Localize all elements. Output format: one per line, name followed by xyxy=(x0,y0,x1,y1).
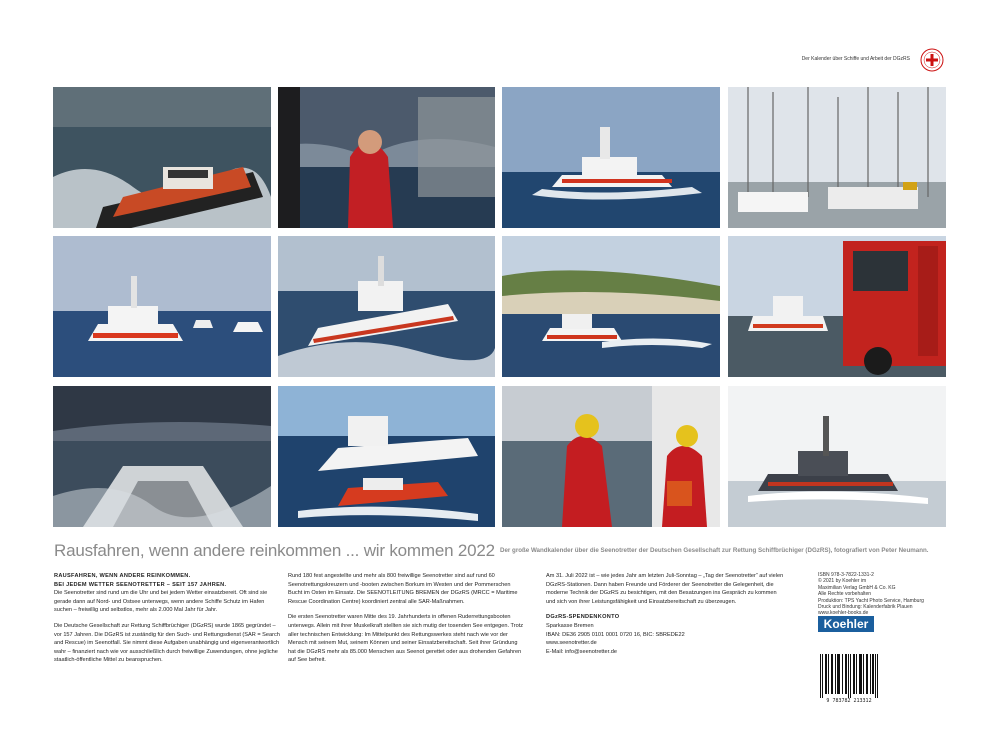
text-column-3 xyxy=(546,572,784,656)
barcode-icon xyxy=(818,654,880,698)
header-note: Der Kalender über Schiffe und Arbeit der DGzRS xyxy=(801,56,910,62)
website: www.seenotretter.de xyxy=(546,640,597,647)
photo-11 xyxy=(502,386,720,527)
imprint-line: www.koehler-books.de xyxy=(818,610,869,617)
paragraph: Die Seenotretter sind rund um die Uhr und bei jedem Wetter einsatzbereit. Oft sind sie gerade dann auf Nord- und Ostsee unterwegs, wenn andere Schiffe Schutz im Hafen suchen – freiwillig und selbstlos, mehr als 2.000 Mal Jahr für Jahr. xyxy=(54,590,268,614)
photo-5 xyxy=(53,236,271,377)
paragraph: Rund 180 fest angestellte und mehr als 800 freiwillige Seenotretter sind auf rund 60 Seenotrettungskreuzern und -booten zwischen Borkum im Westen und der Pommerschen Bucht im Osten im Einsatz. Die SEENOTLEITUNG BREMEN der DGzRS (MRCC = Maritime Rescue Coordination Centre) koordiniert zentral alle SAR-Maßnahmen. xyxy=(288,573,518,605)
photo-10 xyxy=(278,386,495,527)
isbn: ISBN 978-3-7822-1331-2 xyxy=(818,572,874,578)
imprint-line: Druck und Bindung: Kalenderfabrik Plauen xyxy=(818,604,913,611)
account-heading: DGzRS-SPENDENKONTO xyxy=(546,614,620,621)
photo-3 xyxy=(502,87,720,228)
heading-2: BEI JEDEM WETTER SEENOTRETTER – SEIT 157 JAHREN. xyxy=(54,581,227,588)
imprint-line: © 2021 by Koehler im xyxy=(818,578,867,585)
photo-2 xyxy=(278,87,495,228)
dgzrs-logo-icon xyxy=(920,48,944,72)
email: E-Mail: info@seenotretter.de xyxy=(546,648,617,655)
paragraph: Am 31. Juli 2022 ist – wie jedes Jahr am letzten Juli-Sonntag – „Tag der Seenotretter“ auf vielen DGzRS-Stationen. Dann haben Freunde und Förderer der Seenotretter die Gelegenheit, die moderne Technik der DGzRS zu besichtigen, mit den Besatzungen ins Gespräch zu kommen und sich von ihrer Leistungsfähigkeit und Einsatzbereitschaft zu überzeugen. xyxy=(546,573,784,605)
heading-1: RAUSFAHREN, WENN ANDERE REINKOMMEN. xyxy=(54,573,191,579)
photo-8 xyxy=(728,236,946,377)
iban: IBAN: DE36 2905 0101 0001 0720 16, BIC: SBREDE22 xyxy=(546,631,685,638)
text-column-1 xyxy=(54,572,280,672)
publisher-logo: Koehler xyxy=(818,616,874,632)
photo-9 xyxy=(53,386,271,527)
imprint xyxy=(818,572,946,617)
imprint-line: Maximilian Verlag GmbH & Co. KG xyxy=(818,584,896,591)
photo-7 xyxy=(502,236,720,377)
imprint-line: Produktion: TPS Yacht Photo Service, Hamburg xyxy=(818,597,924,604)
calendar-headline: Rausfahren, wenn andere reinkommen ... wir kommen 2022 xyxy=(54,541,495,560)
photo-4 xyxy=(728,87,946,228)
barcode-number: 9 783782 213312 xyxy=(826,698,872,704)
photo-12 xyxy=(728,386,946,527)
text-column-2 xyxy=(288,572,526,672)
paragraph: Die Deutsche Gesellschaft zur Rettung Schiffbrüchiger (DGzRS) wurde 1865 gegründet – vor 157 Jahren. Die DGzRS ist zuständig für den Such- und Rettungsdienst (SAR = Search and Rescue) im Seenotfall. Sie nimmt diese Aufgaben unabhängig und eigenverantwortlich wahr – finanziert nach wie vor ausschließlich durch freiwillige Zuwendungen, ohne jegliche staatlich-öffentliche Mittel zu beanspruchen. xyxy=(54,622,280,664)
bank-name: Sparkasse Bremen xyxy=(546,622,594,629)
photo-6 xyxy=(278,236,495,377)
paragraph: Die ersten Seenotretter waren Mitte des 19. Jahrhunderts in offenen Ruderrettungsbooten unterwegs. Allein mit ihrer Muskelkraft stellten sie sich mutig der tosenden See entgegen. Trotz aller technischen Entwicklung: Im Mittelpunkt des Rettungswerkes steht nach wie vor der Mensch mit seinem Mut, seinem Können und seiner Einsatzbereitschaft. Seit ihrer Gründung hat die DGzRS mehr als 85.000 Menschen aus Seenot gerettet oder aus drohenden Gefahren auf See befreit. xyxy=(288,614,524,664)
calendar-subline: Der große Wandkalender über die Seenotretter der Deutschen Gesellschaft zur Rettung Schiffbrüchiger (DGzRS), fotografiert von Peter Neumann. xyxy=(500,547,929,554)
photo-1 xyxy=(53,87,271,228)
imprint-line: Alle Rechte vorbehalten xyxy=(818,591,872,598)
